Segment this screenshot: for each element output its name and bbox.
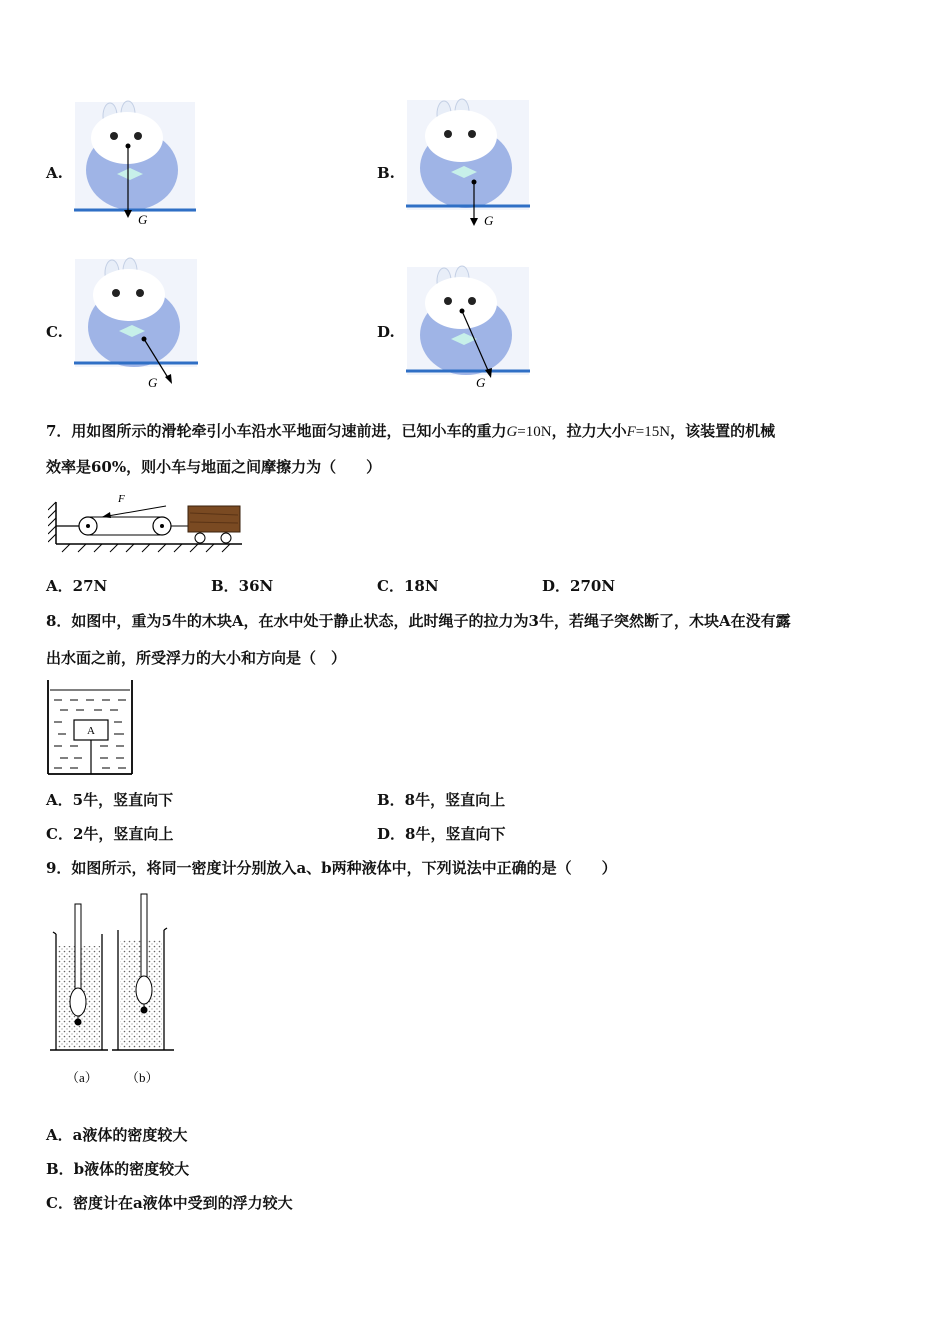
doll-eye-left (444, 130, 452, 138)
doll-eye-left (112, 289, 120, 297)
q8-stem-line2: 出水面之前，所受浮力的大小和方向是（ ） (46, 649, 347, 667)
q7-stem-part-a: 7．用如图所示的滑轮牵引小车沿水平地面匀速前进，已知小车的重力 (46, 422, 507, 440)
block-a-label: A (87, 725, 95, 737)
beaker-a-lip (53, 932, 56, 934)
q8-option-a[interactable]: A．5牛，竖直向下 (46, 791, 174, 809)
caption-a: （a） (66, 1070, 98, 1085)
doll-face (425, 110, 497, 162)
q6-option-b-figure (404, 98, 532, 232)
pulley-left-axle (86, 524, 90, 528)
beaker-b-lip (164, 928, 167, 930)
gravity-label: G (148, 375, 158, 390)
gravity-arrowhead (470, 218, 478, 226)
doll-eye-right (134, 132, 142, 140)
q6-option-d-label[interactable]: D. (377, 323, 395, 341)
hydrometer-a-bulb (70, 988, 86, 1016)
q7-g-value: =10N (517, 424, 552, 440)
doll-eye-right (136, 289, 144, 297)
doll-eye-right (468, 130, 476, 138)
pull-force-line (102, 506, 166, 517)
q9-option-b[interactable]: B．b液体的密度较大 (46, 1160, 190, 1178)
q8-water-tank-figure (44, 678, 138, 778)
cart-body (188, 506, 240, 532)
hydrometer-b-bulb (136, 976, 152, 1004)
q7-option-d[interactable]: D．270N (542, 577, 616, 595)
q6-option-a-label[interactable]: A. (46, 164, 63, 182)
q6-option-b-label[interactable]: B. (377, 164, 395, 182)
gravity-label: G (138, 212, 148, 227)
q9-option-c[interactable]: C．密度计在a液体中受到的浮力较大 (46, 1194, 293, 1212)
ground-hatching (62, 544, 230, 552)
gravity-label: G (476, 375, 486, 390)
pulley-right-axle (160, 524, 164, 528)
doll-eye-left (444, 297, 452, 305)
q9-option-a[interactable]: A．a液体的密度较大 (46, 1126, 188, 1144)
q7-stem-part-c: ，该装置的机械 (670, 422, 776, 440)
gravity-arrowhead (124, 210, 132, 218)
pull-force-label: F (118, 493, 125, 505)
q6-option-d-figure (404, 265, 532, 393)
q7-g-symbol: G (506, 424, 518, 440)
q7-stem-line2: 效率是60%，则小车与地面之间摩擦力为（ ） (46, 458, 382, 476)
q7-f-value: =15N (635, 424, 671, 440)
q7-f-symbol: F (626, 424, 636, 440)
cart-wheel-left (195, 533, 205, 543)
q7-option-c[interactable]: C．18N (377, 577, 439, 595)
wall-hatching (48, 502, 56, 542)
q8-option-d[interactable]: D．8牛，竖直向下 (377, 825, 506, 843)
q8-option-b[interactable]: B．8牛，竖直向上 (377, 791, 506, 809)
q7-option-a[interactable]: A．27N (46, 577, 108, 595)
doll-face (93, 269, 165, 321)
doll-eye-left (110, 132, 118, 140)
q7-pulley-figure (48, 488, 244, 560)
q7-stem-part-b: ，拉力大小 (551, 422, 627, 440)
q8-stem-line1: 8．如图中，重为5牛的木块A，在水中处于静止状态，此时绳子的拉力为3牛，若绳子突然断了，木块A在没有露 (46, 612, 791, 630)
q9-hydrometer-figure (48, 890, 180, 1090)
cart-wheel-right (221, 533, 231, 543)
hydrometer-a-stem (75, 904, 81, 990)
q6-option-c-figure (72, 257, 200, 393)
q9-stem-line1: 9．如图所示，将同一密度计分别放入a、b两种液体中，下列说法中正确的是（ ） (46, 859, 617, 877)
doll-eye-right (468, 297, 476, 305)
q7-stem-line1 (46, 420, 775, 441)
q7-option-b[interactable]: B．36N (211, 577, 274, 595)
caption-b: （b） (126, 1070, 159, 1085)
hydrometer-b-stem (141, 894, 147, 978)
doll-face (91, 112, 163, 164)
q6-option-c-label[interactable]: C. (46, 323, 63, 341)
gravity-label: G (484, 213, 494, 228)
pull-force-arrowhead (102, 512, 111, 518)
q8-option-c[interactable]: C．2牛，竖直向上 (46, 825, 174, 843)
q6-option-a-figure (72, 100, 198, 232)
doll-face (425, 277, 497, 329)
